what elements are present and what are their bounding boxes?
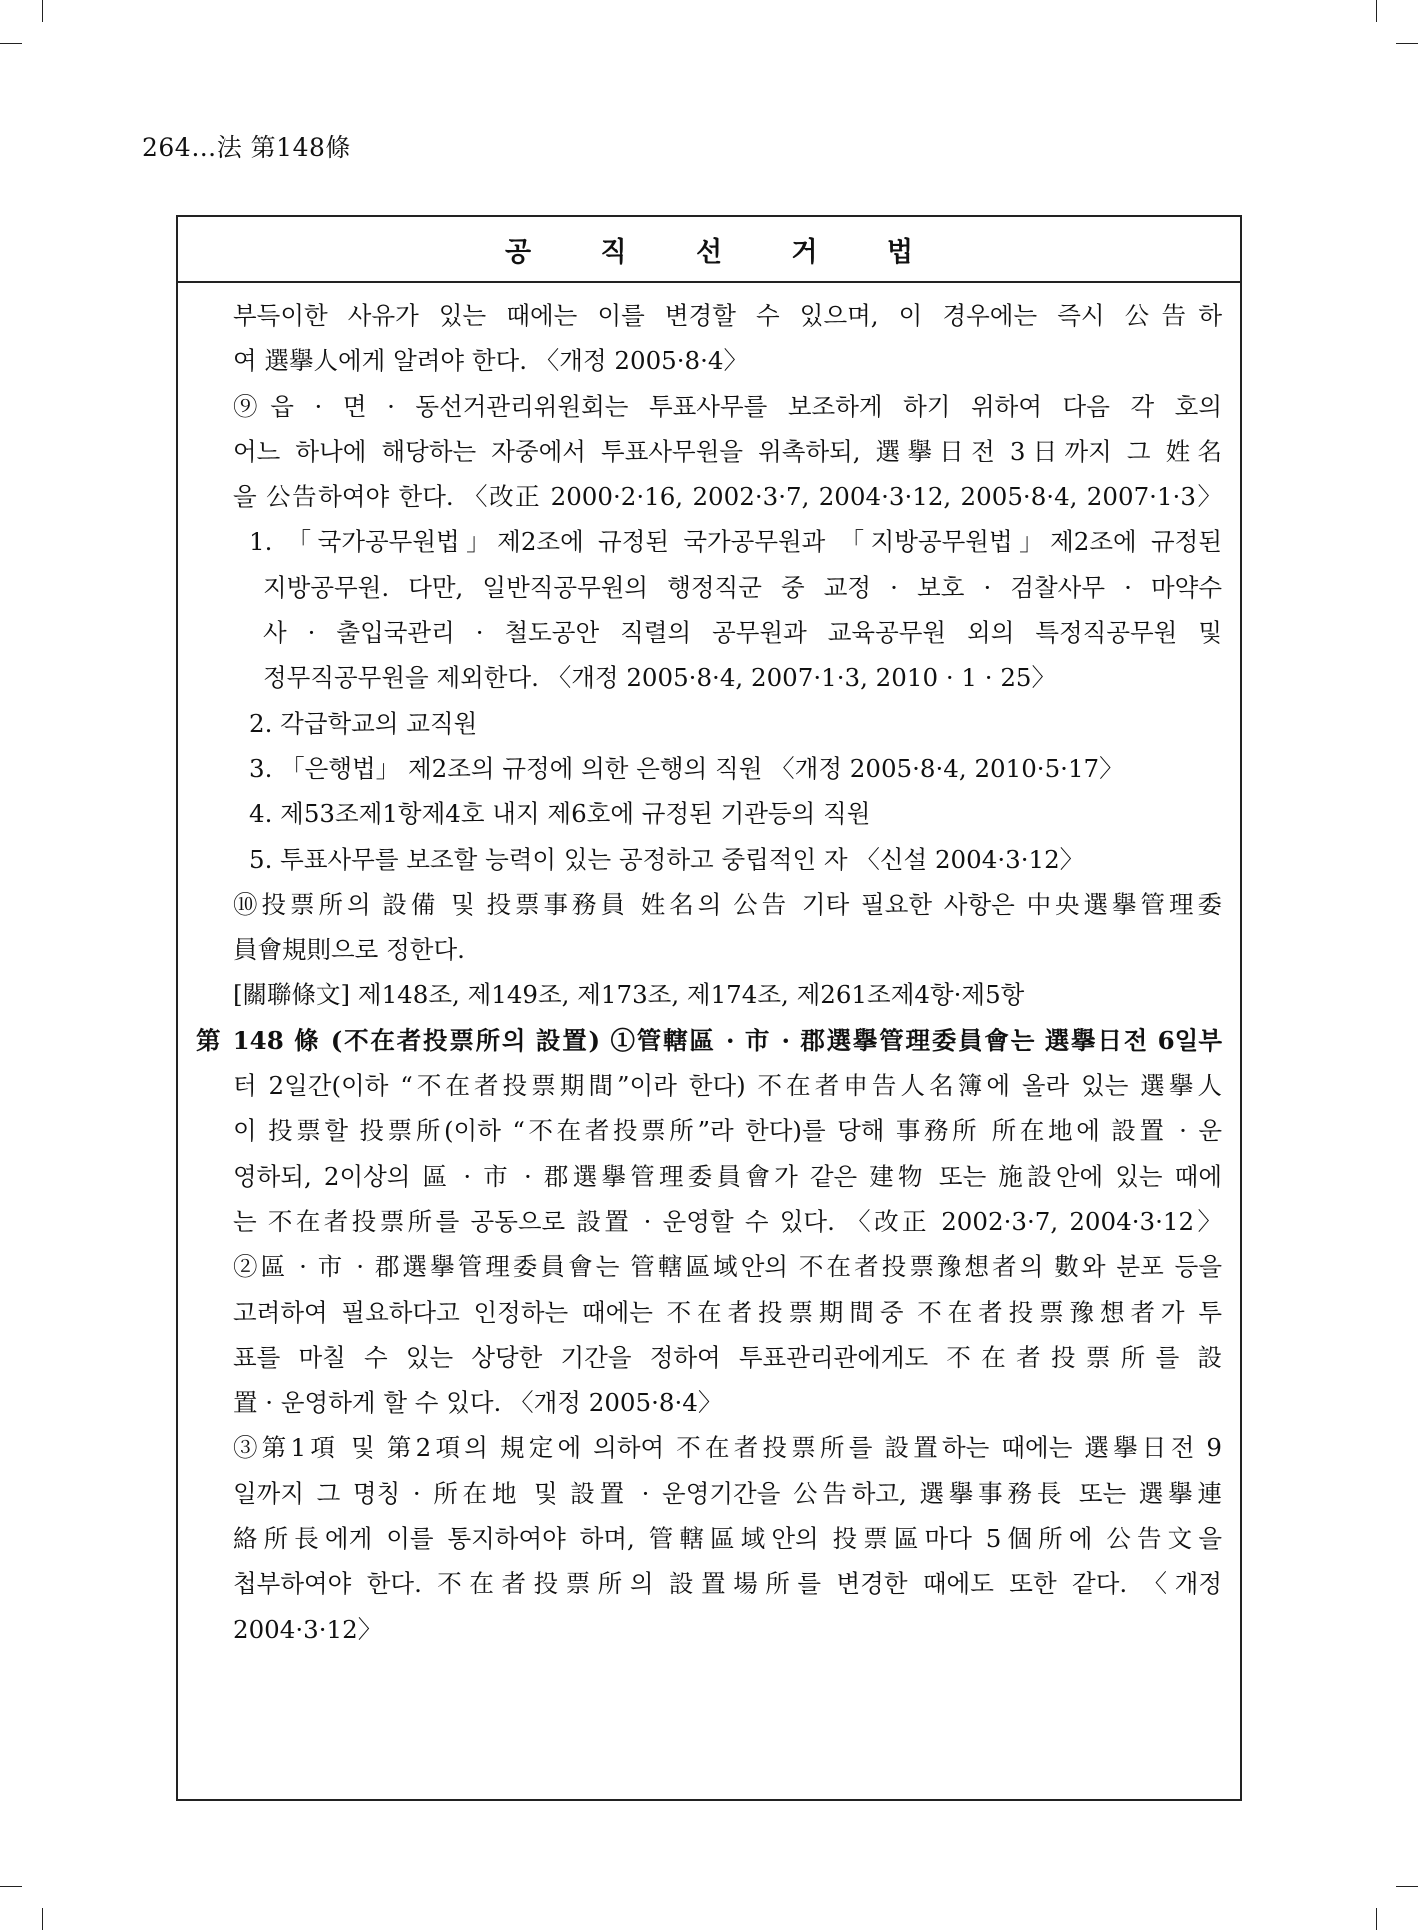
box-title: 공 직 선 거 법 bbox=[178, 217, 1240, 283]
crop-mark bbox=[42, 0, 43, 22]
related-articles: [關聯條文] 제148조, 제149조, 제173조, 제174조, 제261조제4항·제5항 bbox=[233, 980, 1025, 1010]
text-line: 이 投票할 投票所(이하 “不在者投票所”라 한다)를 당해 事務所 所在地에 設置 · 운 bbox=[233, 1116, 1222, 1146]
page-header: 264…法 第148條 bbox=[142, 133, 351, 162]
text-line: 여 選擧人에게 알려야 한다. 〈개정 2005·8·4〉 bbox=[233, 346, 748, 376]
text-line: 어느 하나에 해당하는 자중에서 투표사무원을 위촉하되, 選擧日전 3日까지 그 姓名 bbox=[233, 436, 1222, 466]
list-item: 5. 투표사무를 보조할 능력이 있는 공정하고 중립적인 자 〈신설 2004·3·12〉 bbox=[249, 844, 1085, 874]
text-line: 부득이한 사유가 있는 때에는 이를 변경할 수 있으며, 이 경우에는 즉시 公告하 bbox=[233, 301, 1222, 330]
text-line: 정무직공무원을 제외한다. 〈개정 2005·8·4, 2007·1·3, 2010 · 1 · 25〉 bbox=[263, 663, 1057, 693]
text-line: 일까지 그 명칭 · 所在地 및 設置 · 운영기간을 公告하고, 選擧事務長 또는 選擧連 bbox=[233, 1478, 1222, 1508]
text-line: ③第1項 및 第2項의 規定에 의하여 不在者投票所를 設置하는 때에는 選擧日전 9 bbox=[233, 1433, 1222, 1463]
text-line: ⑨읍 · 면 · 동선거관리위원회는 투표사무를 보조하게 하기 위하여 다음 각 호의 bbox=[233, 391, 1222, 421]
text-line: ②區 · 市 · 郡選擧管理委員會는 管轄區域안의 不在者投票豫想者의 數와 분포 등을 bbox=[233, 1252, 1222, 1282]
crop-mark bbox=[1396, 43, 1418, 44]
text-line: 絡所長에게 이를 통지하여야 하며, 管轄區域안의 投票區마다 5個所에 公告文을 bbox=[233, 1524, 1222, 1554]
crop-mark bbox=[1396, 1886, 1418, 1887]
crop-mark bbox=[0, 1886, 22, 1887]
text-line: 첩부하여야 한다. 不在者投票所의 設置場所를 변경한 때에도 또한 같다. 〈개정 bbox=[233, 1569, 1222, 1599]
text-line: 員會規則으로 정한다. bbox=[233, 935, 465, 965]
crop-mark bbox=[0, 43, 22, 44]
text-line: 터 2일간(이하 “不在者投票期間”이라 한다) 不在者申告人名簿에 올라 있는 選擧人 bbox=[233, 1071, 1222, 1101]
list-item: 4. 제53조제1항제4호 내지 제6호에 규정된 기관등의 직원 bbox=[249, 799, 871, 829]
crop-mark bbox=[1376, 1908, 1377, 1930]
text-line: ⑩投票所의 設備 및 投票事務員 姓名의 公告 기타 필요한 사항은 中央選擧管理委 bbox=[233, 889, 1222, 919]
text-line: 표를 마칠 수 있는 상당한 기간을 정하여 투표관리관에게도 不在者投票所를 設 bbox=[233, 1342, 1222, 1372]
list-item: 3. 「은행법」 제2조의 규정에 의한 은행의 직원 〈개정 2005·8·4, 2010·5·17〉 bbox=[249, 753, 1124, 783]
list-item: 1. 「국가공무원법」제2조에 규정된 국가공무원과 「지방공무원법」제2조에 규정된 bbox=[249, 527, 1222, 557]
text-line: 2004·3·12〉 bbox=[233, 1614, 383, 1644]
text-line: 고려하여 필요하다고 인정하는 때에는 不在者投票期間중 不在者投票豫想者가 투 bbox=[233, 1297, 1222, 1327]
text-line: 영하되, 2이상의 區 · 市 · 郡選擧管理委員會가 같은 建物 또는 施設안에 있는 때에 bbox=[233, 1161, 1222, 1191]
law-text-box bbox=[176, 215, 1242, 1801]
text-line: 置 · 운영하게 할 수 있다. 〈개정 2005·8·4〉 bbox=[233, 1388, 723, 1418]
text-line: 을 公告하여야 한다. 〈改正 2000·2·16, 2002·3·7, 2004·3·12, 2005·8·4, 2007·1·3〉 bbox=[233, 482, 1222, 512]
law-content bbox=[178, 283, 1240, 1652]
article-heading: 第 148 條 (不在者投票所의 設置) ①管轄區 · 市 · 郡選擧管理委員會는 選擧日전 6일부 bbox=[196, 1025, 1222, 1055]
text-line: 는 不在者投票所를 공동으로 設置 · 운영할 수 있다. 〈改正 2002·3·7, 2004·3·12〉 bbox=[233, 1206, 1222, 1236]
crop-mark bbox=[42, 1908, 43, 1930]
list-item: 2. 각급학교의 교직원 bbox=[249, 708, 478, 738]
text-line: 지방공무원. 다만, 일반직공무원의 행정직군 중 교정 · 보호 · 검찰사무 · 마약수 bbox=[263, 572, 1222, 602]
text-line: 사 · 출입국관리 · 철도공안 직렬의 공무원과 교육공무원 외의 특정직공무원 및 bbox=[263, 618, 1222, 648]
crop-mark bbox=[1376, 0, 1377, 22]
